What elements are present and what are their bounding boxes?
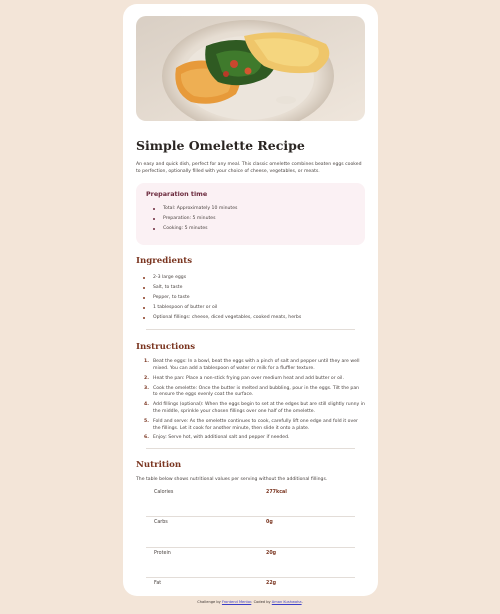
list-item: Total: Approximately 10 minutes [146, 204, 355, 214]
attribution-suffix: . [301, 600, 303, 604]
nutrition-label: Fat [154, 581, 162, 587]
omelette-photo [136, 16, 365, 121]
step-text: Beat the eggs: In a bowl, beat the eggs with a pinch of salt and pepper until they are well mixed. You can add a tablespoon of water or milk for a fluffier texture. [153, 359, 360, 371]
step-number: 4. [144, 402, 149, 408]
step-number: 1. [144, 359, 149, 365]
nutrition-label: Calories [154, 489, 174, 495]
table-row [146, 487, 355, 518]
instruction-step [136, 419, 365, 432]
list-item: Cooking: 5 minutes [146, 224, 355, 234]
divider [146, 329, 355, 330]
step-number: 6. [144, 435, 149, 441]
instruction-step [136, 402, 365, 415]
step-number: 3. [144, 385, 149, 391]
nutrition-title: Nutrition [136, 460, 182, 471]
recipe-card [123, 4, 378, 596]
list-item: Optional fillings: cheese, diced vegetables, cooked meats, herbs [136, 313, 365, 323]
table-row [146, 548, 355, 579]
list-item: Preparation: 5 minutes [146, 214, 355, 224]
instruction-step [136, 435, 365, 442]
attribution-prefix: Challenge by [197, 600, 221, 604]
step-text: Cook the omelette: Once the butter is melted and bubbling, pour in the eggs. Tilt the pan to ensure the eggs evenly coat the surface. [153, 385, 360, 398]
ingredients-list [136, 273, 365, 323]
attribution-middle: . Coded by [251, 600, 271, 604]
step-text: Heat the pan: Place a non-stick frying pan over medium heat and add butter or oil. [153, 375, 344, 381]
nutrition-table [136, 487, 365, 596]
nutrition-value: 0g [266, 520, 273, 526]
instructions-title: Instructions [136, 342, 196, 353]
nutrition-value: 20g [266, 550, 277, 556]
author-link[interactable]: Aman Kushwaha [271, 600, 302, 604]
preparation-box [136, 183, 365, 245]
list-item: Pepper, to taste [136, 293, 365, 303]
table-row [146, 578, 355, 596]
nutrition-intro: The table below shows nutritional values per serving without the additional fillings. [136, 477, 328, 483]
instructions-list [136, 359, 365, 442]
step-text: Add fillings (optional): When the eggs begin to set at the edges but are still slightly runny in the middle, sprinkle your chosen fillings over one half of the omelette. [153, 402, 365, 414]
divider [146, 448, 355, 449]
nutrition-value: 277kcal [266, 489, 287, 495]
step-text: Fold and serve: As the omelette continues to cook, carefully lift one edge and fold it over the fillings. Let it cook for another minute, then slide it onto a plate. [153, 418, 358, 431]
nutrition-value: 22g [266, 581, 277, 587]
list-item: 2-3 large eggs [136, 273, 365, 283]
list-item: 1 tablespoon of butter or oil [136, 303, 365, 313]
list-item: Salt, to taste [136, 283, 365, 293]
challenge-link[interactable]: Frontend Mentor [221, 600, 252, 604]
instruction-step [136, 386, 365, 399]
instruction-step [136, 359, 365, 372]
table-row [146, 517, 355, 548]
nutrition-label: Protein [154, 550, 171, 556]
instruction-step [136, 376, 365, 383]
preparation-title: Preparation time [146, 190, 208, 199]
page-title: Simple Omelette Recipe [136, 138, 305, 153]
attribution [0, 600, 500, 604]
preparation-list [146, 204, 355, 234]
step-number: 5. [144, 418, 149, 424]
nutrition-label: Carbs [154, 520, 168, 526]
step-number: 2. [144, 375, 149, 381]
ingredients-title: Ingredients [136, 256, 193, 267]
recipe-intro: An easy and quick dish, perfect for any meal. This classic omelette combines beaten eggs cooked to perfection, optionally filled with your choice of cheese, vegetables, or meats. [136, 162, 362, 174]
step-text: Enjoy: Serve hot, with additional salt and pepper if needed. [153, 435, 290, 441]
